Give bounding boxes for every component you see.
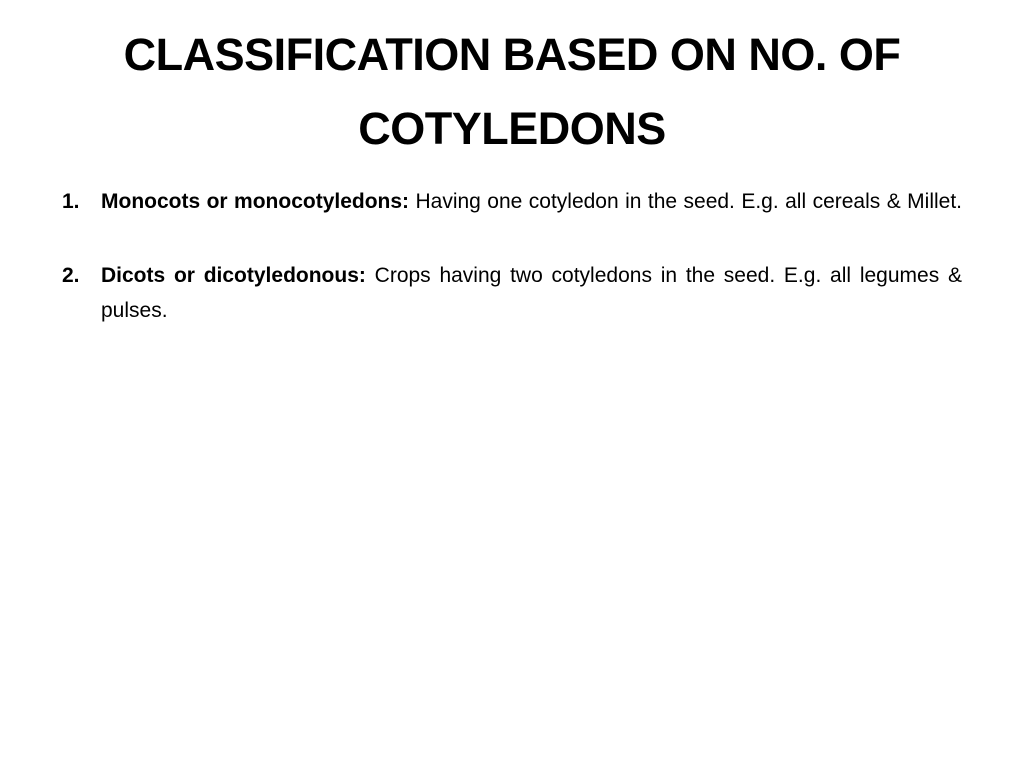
item-term: Monocots or monocotyledons: [101, 190, 416, 213]
item-text: Having one cotyledon in the seed. E.g. all cereals & Millet. [415, 190, 962, 213]
slide-title: CLASSIFICATION BASED ON NO. OF COTYLEDONS [123, 29, 901, 154]
list-item-dicots [62, 258, 962, 328]
item-text: Crops having two cotyledons in the seed. E.g. all legumes & pulses. [101, 264, 962, 322]
item-term: Dicots or dicotyledonous: [101, 264, 375, 287]
item-number: 2. [62, 264, 80, 287]
list-item-monocots [62, 184, 962, 219]
content-list [62, 184, 962, 367]
item-number: 1. [62, 190, 80, 213]
